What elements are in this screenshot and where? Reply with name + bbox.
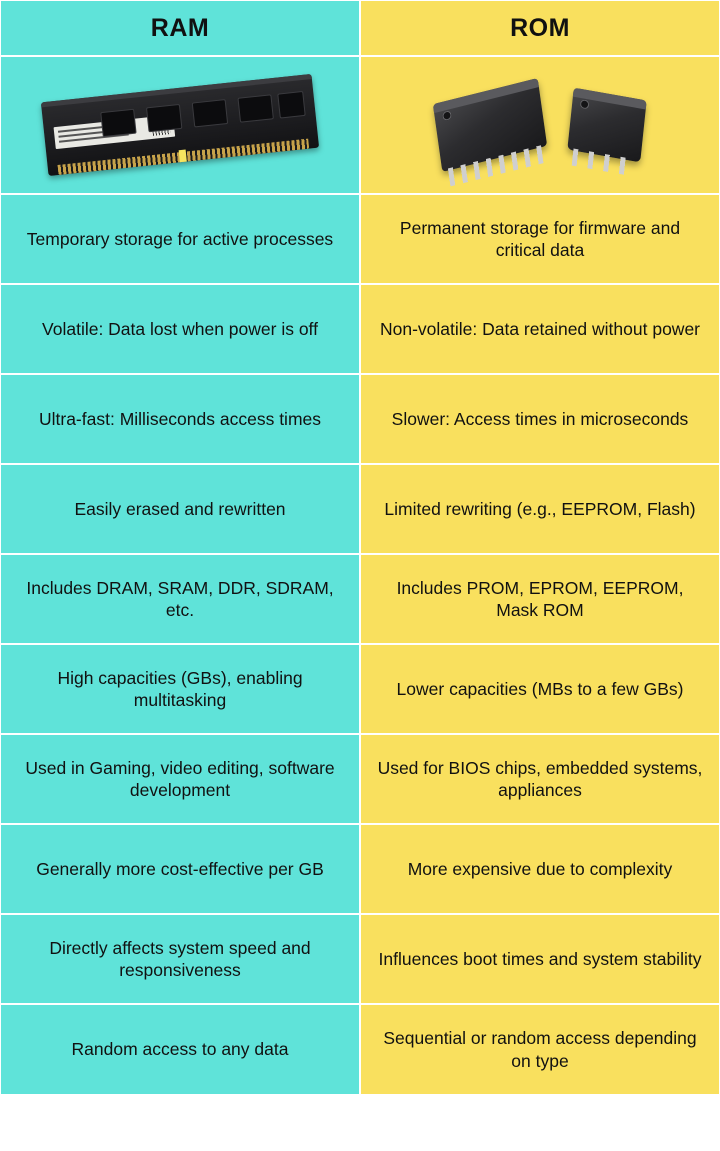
- table-row: [0, 734, 720, 824]
- rom-cell: Limited rewriting (e.g., EEPROM, Flash): [360, 464, 720, 554]
- rom-cell: More expensive due to complexity: [360, 824, 720, 914]
- column-header-rom: ROM: [360, 0, 720, 56]
- rom-cell: Lower capacities (MBs to a few GBs): [360, 644, 720, 734]
- ram-image-cell: [0, 56, 360, 194]
- ram-cell: Volatile: Data lost when power is off: [0, 284, 360, 374]
- table-row: [0, 374, 720, 464]
- dip-chip-small: [567, 88, 646, 163]
- table-row: [0, 824, 720, 914]
- table-row: [0, 194, 720, 284]
- rom-chips-icon: [361, 57, 719, 193]
- ram-cell: Easily erased and rewritten: [0, 464, 360, 554]
- table-row: [0, 464, 720, 554]
- rom-cell: Used for BIOS chips, embedded systems, appliances: [360, 734, 720, 824]
- rom-cell: Slower: Access times in microseconds: [360, 374, 720, 464]
- table-row: [0, 554, 720, 644]
- rom-cell: Influences boot times and system stability: [360, 914, 720, 1004]
- ram-cell: Ultra-fast: Milliseconds access times: [0, 374, 360, 464]
- table-image-row: [0, 56, 720, 194]
- ram-cell: Used in Gaming, video editing, software development: [0, 734, 360, 824]
- ram-cell: Random access to any data: [0, 1004, 360, 1095]
- column-header-ram: RAM: [0, 0, 360, 56]
- table-row: [0, 1004, 720, 1095]
- ram-module-icon: [1, 57, 359, 193]
- table-row: [0, 914, 720, 1004]
- ram-cell: Directly affects system speed and responsiveness: [0, 914, 360, 1004]
- rom-cell: Includes PROM, EPROM, EEPROM, Mask ROM: [360, 554, 720, 644]
- ram-cell: Generally more cost-effective per GB: [0, 824, 360, 914]
- table-header-row: [0, 0, 720, 56]
- table-row: [0, 644, 720, 734]
- ram-cell: Temporary storage for active processes: [0, 194, 360, 284]
- ram-cell: Includes DRAM, SRAM, DDR, SDRAM, etc.: [0, 554, 360, 644]
- rom-cell: Permanent storage for firmware and critical data: [360, 194, 720, 284]
- ram-cell: High capacities (GBs), enabling multitasking: [0, 644, 360, 734]
- rom-cell: Sequential or random access depending on type: [360, 1004, 720, 1095]
- rom-image-cell: [360, 56, 720, 194]
- dip-chip-large: [433, 78, 547, 172]
- table-row: [0, 284, 720, 374]
- rom-cell: Non-volatile: Data retained without power: [360, 284, 720, 374]
